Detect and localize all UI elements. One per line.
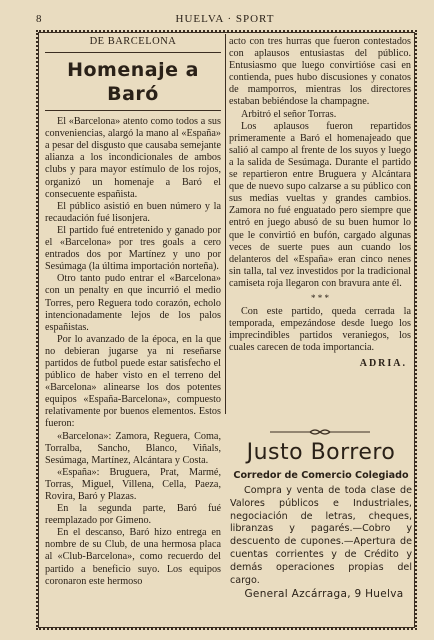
section-rule [45,52,221,53]
page-number: 8 [36,13,43,25]
article-paragraph: «España»: Bruguera, Prat, Marmé, Torras, Miguel, Villena, Cella, Paeza, Rovira, Baró y Plazas. [45,466,221,502]
article-paragraph: Los aplausos fueron repartidos primeramente a Baró el homenajeado que salió al campo al frente de los suyos y luego a la salida de Sesúmaga. Durante el partido se repartieron entre Bruguera y Alcántara que de nuevo supo calzarse a su público con sus medias vueltas y grandes cambios. Zamora no fué enguatado pero siempre que entró en juego abusó de su buen humor lo que le convirtió en bufón, cargado algunas veces de suerte pues aun cuando los delanteros del «España» eran cinco nenes sin talla, tal vez investidos por la tradicional camiseta roja llegaron con bravura ante él. [229,120,411,289]
article-paragraph: El partido fué entretenido y ganado por el «Barcelona» por tres goals a cero entrados dos por Martínez y uno por Sesúmaga (la última importación norteña). [45,224,221,273]
article-paragraph: En la segunda parte, Baró fué reemplazado por Gimeno. [45,503,221,527]
publication-title: HUELVA · SPORT [175,13,275,25]
right-column [229,36,411,371]
article-paragraph: Por lo avanzado de la época, en la que no debieran jugarse ya ni reseñarse partidos de futbol puede estar satisfecho el público de haber visto en el terreno del «Barcelona» alinearse los dos potentes equipos «España-Barcelona», compuesto relativamente por buenos elementos. Estos fueron: [45,333,221,430]
column-divider [225,34,226,414]
advertiser-name: Justo Borrero [246,440,396,465]
article-paragraph: El «Barcelona» atento como todos a sus conveniencias, alargó la mano al «España» a pesar del disgusto que causaba semejante alianza a los incondicionales de ambos clubs y para mayor estímulo de los rojos, organizó un homenaje a Baró el consecuente españista. [45,116,221,200]
article-paragraph: Con este partido, queda cerrada la temporada, empezándose desde luego los imprecindibles partidos veraniegos, los cuales carecen de toda importancia. [229,306,411,354]
article-paragraph: El público asistió en buen número y la recaudación fué lisonjera. [45,200,221,224]
ornament-divider [270,428,370,436]
article-paragraph: Arbitró el señor Torras. [241,108,337,120]
author-signature: ADRIA. [359,358,407,370]
headline-rule [45,110,221,111]
article-paragraph: «Barcelona»: Zamora, Reguera, Coma, Torralba, Sancho, Blanco, Viñals, Sesúmaga, Martínez, Alcántara y Costa. [45,430,221,466]
article-paragraph: Otro tanto pudo entrar el «Barcelona» con un penalty en que incurrió el medio Torres, pero Reguera todo corazón, echolo intencionadamente lejos de los palos españistas. [45,273,221,333]
section-heading: DE BARCELONA [89,36,177,47]
advertisement [230,440,412,587]
advertisement-body: Compra y venta de toda clase de Valores públicos e Industriales, negociación de letras, cheques, libranzas y pagarés.—Cobro y descuento de cupones.—Apertura de cuentas corrientes y de Crédito y demás operaciones propias del cargo. [230,485,412,586]
left-column [45,36,221,588]
article-paragraph: En el descanso, Baró hizo entrega en nombre de su Club, de una hermosa placa al «Club-Barcelona», como recuerdo del partido a beneficio suyo. Los equipos coronaron este hermoso [45,527,221,587]
article-headline: Homenaje a Baró [67,59,199,106]
section-stars: * * * [311,292,329,303]
advertiser-title: Corredor de Comercio Colegiado [233,470,409,481]
article-paragraph: acto con tres hurras que fueron contestados con aplausos entusiastas del público. Entusiasmo que luego convirtióse casi en contienda, pues hubo discusiones y conatos de mamporros, mientras los directores estaban bebiéndose la champagne. [229,36,411,108]
advertiser-address: General Azcárraga, 9 Huelva [244,588,404,600]
